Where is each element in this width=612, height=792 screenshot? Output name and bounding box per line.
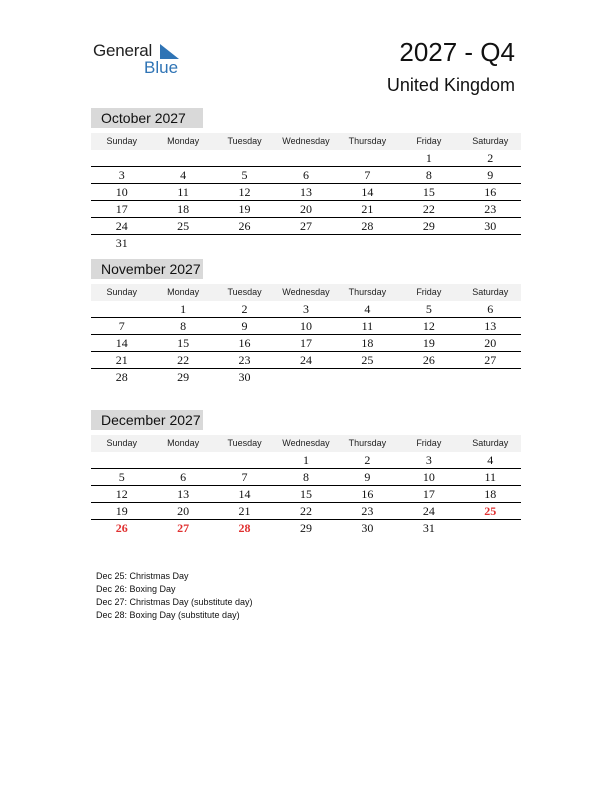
day-cell: 12: [115, 487, 128, 501]
day-cell: 17: [115, 202, 128, 216]
day-cell: [91, 150, 152, 166]
day-cell: [152, 235, 213, 251]
weekday-label: Tuesday: [227, 136, 262, 146]
day-cell: [275, 235, 336, 251]
day-cell: [398, 235, 459, 251]
day-cell: 18: [361, 336, 374, 350]
day-cell: 7: [364, 168, 371, 182]
day-cell: 24: [422, 504, 435, 518]
day-cell: 3: [302, 302, 309, 316]
weekday-label: Wednesday: [282, 136, 330, 146]
day-cell: 10: [115, 185, 128, 199]
holiday-day-cell: 25: [484, 504, 497, 518]
day-cell: [337, 235, 398, 251]
weekday-label: Tuesday: [227, 438, 262, 448]
day-cell: 11: [177, 185, 189, 199]
day-cell: 25: [361, 353, 374, 367]
day-cell: 10: [422, 470, 435, 484]
day-cell: [91, 301, 152, 317]
weekday-label: Monday: [167, 136, 200, 146]
weekday-header: [91, 284, 521, 301]
weekday-label: Saturday: [472, 136, 509, 146]
day-cell: 18: [177, 202, 190, 216]
day-cell: 20: [177, 504, 190, 518]
day-cell: 11: [484, 470, 497, 484]
day-cell: 13: [177, 487, 190, 501]
logo-text-general: General: [93, 41, 153, 60]
generalblue-logo: [93, 41, 193, 77]
day-cell: [214, 452, 275, 468]
day-cell: 6: [180, 470, 187, 484]
day-cell: 7: [241, 470, 248, 484]
day-cell: 13: [299, 185, 312, 199]
day-cell: 6: [487, 302, 494, 316]
week-row: [91, 318, 521, 335]
day-cell: 7: [118, 319, 125, 333]
day-cell: 16: [484, 185, 497, 199]
day-cell: 8: [180, 319, 187, 333]
week-row: [91, 235, 521, 251]
day-cell: 2: [241, 302, 248, 316]
day-cell: 22: [299, 504, 312, 518]
day-cell: 9: [487, 168, 494, 182]
day-cell: 22: [177, 353, 190, 367]
weekday-label: Friday: [416, 438, 442, 448]
holiday-day-cell: 27: [177, 521, 190, 535]
week-row: [91, 218, 521, 235]
day-cell: 27: [484, 353, 497, 367]
day-cell: 14: [238, 487, 251, 501]
day-cell: 24: [299, 353, 312, 367]
day-cell: [91, 452, 152, 468]
day-cell: 29: [299, 521, 312, 535]
day-cell: 4: [180, 168, 187, 182]
day-cell: 9: [241, 319, 248, 333]
weekday-label: Saturday: [472, 287, 509, 297]
day-cell: 20: [484, 336, 497, 350]
week-row: [91, 503, 521, 520]
week-row: [91, 201, 521, 218]
day-cell: 1: [425, 151, 432, 165]
week-row: [91, 335, 521, 352]
weekday-label: Wednesday: [282, 438, 330, 448]
weekday-label: Saturday: [472, 438, 509, 448]
day-cell: 30: [238, 370, 251, 384]
day-cell: 19: [422, 336, 435, 350]
weekday-label: Friday: [416, 287, 442, 297]
month-label: October 2027: [91, 108, 203, 128]
day-cell: 2: [364, 453, 371, 467]
day-cell: 15: [422, 185, 435, 199]
day-cell: 16: [361, 487, 374, 501]
week-row: [91, 469, 521, 486]
day-cell: 11: [361, 319, 374, 333]
week-row: [91, 452, 521, 469]
day-cell: 6: [302, 168, 309, 182]
day-cell: 29: [177, 370, 190, 384]
day-cell: 23: [361, 504, 374, 518]
day-cell: 14: [361, 185, 374, 199]
week-row: [91, 520, 521, 536]
day-cell: 3: [425, 453, 432, 467]
day-cell: 1: [302, 453, 309, 467]
holiday-note: Dec 26: Boxing Day: [96, 584, 176, 594]
holiday-note: Dec 27: Christmas Day (substitute day): [96, 597, 253, 607]
day-cell: 31: [115, 236, 128, 250]
logo-text-blue: Blue: [144, 58, 179, 77]
weekday-label: Sunday: [106, 438, 137, 448]
week-row: [91, 167, 521, 184]
day-cell: [152, 452, 213, 468]
day-cell: 14: [115, 336, 128, 350]
month-november: [91, 259, 521, 385]
holiday-notes: [96, 570, 253, 622]
day-cell: 26: [238, 219, 251, 233]
day-cell: 5: [118, 470, 125, 484]
day-cell: [337, 150, 398, 166]
week-row: [91, 369, 521, 385]
day-cell: 12: [238, 185, 251, 199]
day-cell: [460, 235, 521, 251]
day-cell: [275, 150, 336, 166]
day-cell: 21: [238, 504, 251, 518]
day-cell: [214, 235, 275, 251]
weekday-label: Thursday: [348, 438, 387, 448]
day-cell: 22: [422, 202, 435, 216]
day-cell: 8: [425, 168, 432, 182]
day-cell: 23: [484, 202, 497, 216]
day-cell: 2: [487, 151, 494, 165]
weekday-label: Thursday: [348, 136, 387, 146]
day-cell: 15: [299, 487, 312, 501]
day-cell: 13: [484, 319, 497, 333]
day-cell: 5: [425, 302, 432, 316]
page-title: 2027 - Q4: [399, 37, 515, 67]
day-cell: 19: [115, 504, 128, 518]
day-cell: 31: [422, 521, 435, 535]
day-cell: 17: [299, 336, 312, 350]
month-october: [91, 108, 521, 251]
day-cell: 4: [487, 453, 494, 467]
day-cell: 25: [177, 219, 190, 233]
day-cell: 4: [364, 302, 371, 316]
weekday-label: Tuesday: [227, 287, 262, 297]
day-cell: [214, 150, 275, 166]
day-cell: 10: [299, 319, 312, 333]
day-cell: 30: [361, 521, 374, 535]
weekday-label: Wednesday: [282, 287, 330, 297]
holiday-note: Dec 25: Christmas Day: [96, 571, 189, 581]
weekday-label: Monday: [167, 287, 200, 297]
weekday-header: [91, 133, 521, 150]
weekday-header: [91, 435, 521, 452]
weekday-label: Thursday: [348, 287, 387, 297]
holiday-day-cell: 26: [115, 521, 128, 535]
day-cell: 27: [299, 219, 312, 233]
day-cell: 9: [364, 470, 371, 484]
day-cell: 19: [238, 202, 251, 216]
day-cell: 29: [422, 219, 435, 233]
week-row: [91, 301, 521, 318]
month-label: November 2027: [91, 259, 203, 279]
day-cell: 5: [241, 168, 248, 182]
day-cell: [460, 369, 521, 385]
day-cell: 20: [299, 202, 312, 216]
day-cell: 15: [177, 336, 190, 350]
holiday-day-cell: 28: [238, 521, 251, 535]
day-cell: 1: [180, 302, 187, 316]
day-cell: 17: [422, 487, 435, 501]
day-cell: 28: [115, 370, 128, 384]
weekday-label: Monday: [167, 438, 200, 448]
month-label: December 2027: [91, 410, 203, 430]
day-cell: [398, 369, 459, 385]
weekday-label: Friday: [416, 136, 442, 146]
day-cell: [460, 520, 521, 536]
day-cell: [275, 369, 336, 385]
day-cell: 18: [484, 487, 497, 501]
day-cell: 12: [422, 319, 435, 333]
day-cell: 28: [361, 219, 374, 233]
day-cell: 8: [302, 470, 309, 484]
month-december: [91, 410, 521, 536]
day-cell: 23: [238, 353, 251, 367]
day-cell: 21: [115, 353, 128, 367]
weekday-label: Sunday: [106, 287, 137, 297]
day-cell: [152, 150, 213, 166]
day-cell: 26: [422, 353, 435, 367]
week-row: [91, 352, 521, 369]
week-row: [91, 486, 521, 503]
day-cell: 21: [361, 202, 374, 216]
day-cell: 3: [118, 168, 125, 182]
week-row: [91, 184, 521, 201]
day-cell: 30: [484, 219, 497, 233]
holiday-note: Dec 28: Boxing Day (substitute day): [96, 610, 240, 620]
week-row: [91, 150, 521, 167]
day-cell: 16: [238, 336, 251, 350]
day-cell: 24: [115, 219, 128, 233]
country-name: United Kingdom: [386, 75, 515, 95]
weekday-label: Sunday: [106, 136, 137, 146]
day-cell: [337, 369, 398, 385]
